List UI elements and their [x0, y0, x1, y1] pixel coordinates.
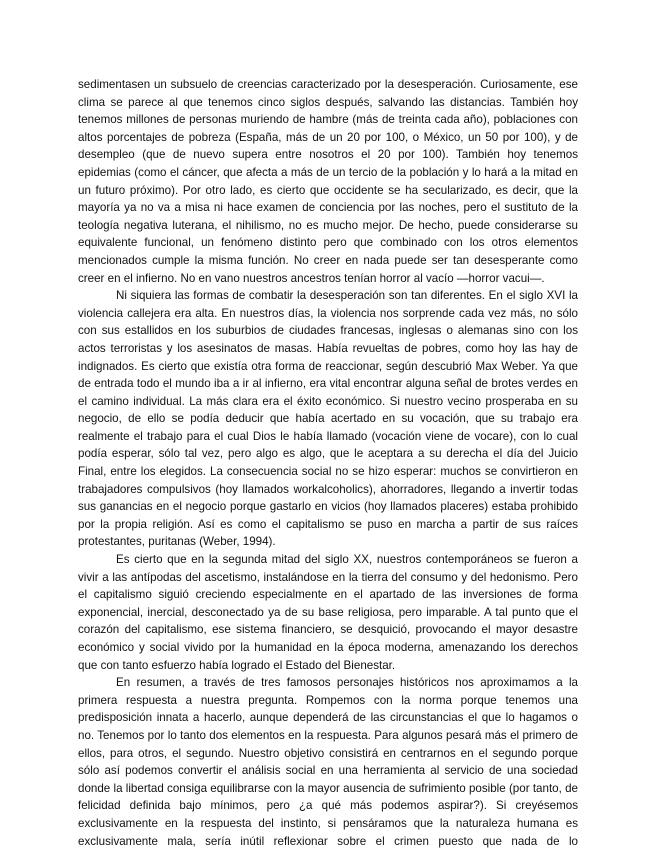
paragraph-1: sedimentasen un subsuelo de creencias caracterizado por la desesperación. Curiosamente, ese clima se parece al que tenemos cinco siglos después, salvando las distancias. También hoy tenemos millones de personas muriendo de hambre (más de treinta cada año), poblaciones con altos porcentajes de pobreza (España, más de un 20 por 100, o México, un 50 por 100), y de desempleo (que de nuevo supera entre nosotros el 20 por 100). También hoy tenemos epidemias (como el cáncer, que afecta a más de un tercio de la población y lo hará a la mitad en un futuro próximo). Por otro lado, es cierto que occidente se ha secularizado, es decir, que la mayoría ya no va a misa ni hace examen de conciencia por las noches, pero el sustituto de la teología negativa luterana, el nihilismo, no es mucho mejor. De hecho, puede considerarse su equivalente funcional, un fenómeno distinto pero que combinado con los otros elementos mencionados cumple la misma función. No creer en nada puede ser tan desesperante como creer en el infierno. No en vano nuestros ancestros tenían horror al vacío —horror vacui—.	[78, 78, 578, 285]
paragraph-3: Es cierto que en la segunda mitad del siglo XX, nuestros contemporáneos se fueron a vivir a las antípodas del ascetismo, instalándose en la tierra del consumo y del hedonismo. Pero el capitalismo siguió creciendo especialmente en el apartado de las inversiones de forma exponencial, inercial, desconectado ya de su base religiosa, pero imparable. A tal punto que el corazón del capitalismo, ese sistema financiero, se desquició, provocando el mayor desastre económico y social vivido por la humanidad en la época moderna, amenazando los derechos que con tanto esfuerzo había logrado el Estado del Bienestar.	[78, 553, 578, 672]
paragraph-2: Ni siquiera las formas de combatir la desesperación son tan diferentes. En el siglo XVI la violencia callejera era alta. En nuestros días, la violencia nos sorprende cada vez más, no sólo con sus estallidos en los suburbios de ciudades francesas, inglesas o alemanas sino con los actos terroristas y los asesinatos de masas. Había revueltas de pobres, como hoy las hay de indignados. Es cierto que existía otra forma de reaccionar, según descubrió Max Weber. Ya que de entrada todo el mundo iba a ir al infierno, era vital encontrar alguna señal de brotes verdes en el camino individual. La más clara era el éxito económico. Si nuestro vecino prosperaba en su negocio, de ello se podía deducir que había acertado en su vocación, que su trabajo era realmente el trabajo para el cual Dios le había llamado (vocación viene de vocare), con lo cual podía esperar, sólo tal vez, pero algo es algo, que le aceptara a su derecha el día del Juicio Final, entre los elegidos. La consecuencia social no se hizo esperar: muchos se convirtieron en trabajadores compulsivos (hoy llamados workalcoholics), ahorradores, llegando a invertir todas sus ganancias en el negocio porque gastarlo en vicios (hoy llamados placeres) estaba prohibido por la propia religión. Así es como el capitalismo se puso en marcha a partir de sus raíces protestantes, puritanas (Weber, 1994).	[78, 289, 578, 549]
document-page	[78, 76, 578, 850]
paragraph-4: En resumen, a través de tres famosos personajes históricos nos aproximamos a la primera respuesta a nuestra pregunta. Rompemos con la norma porque tenemos una predisposición innata a hacerlo, aunque dependerá de las circunstancias el que lo hagamos o no. Tenemos por lo tanto dos elementos en la respuesta. Para algunos pesará más el primero de ellos, para otros, el segundo. Nuestro objetivo consistirá en centrarnos en el segundo porque sólo así podemos convertir el análisis social en una herramienta al servicio de una sociedad donde la libertad consiga equilibrarse con la mayor ausencia de sufrimiento posible (por tanto, de felicidad definida bajo mínimos, pero ¿a qué más podemos aspirar?). Si creyésemos exclusivamente en la respuesta del instinto, si pensáramos que la naturaleza humana es exclusivamente mala, sería inútil reflexionar sobre el crimen puesto que nada de lo	[78, 676, 578, 848]
